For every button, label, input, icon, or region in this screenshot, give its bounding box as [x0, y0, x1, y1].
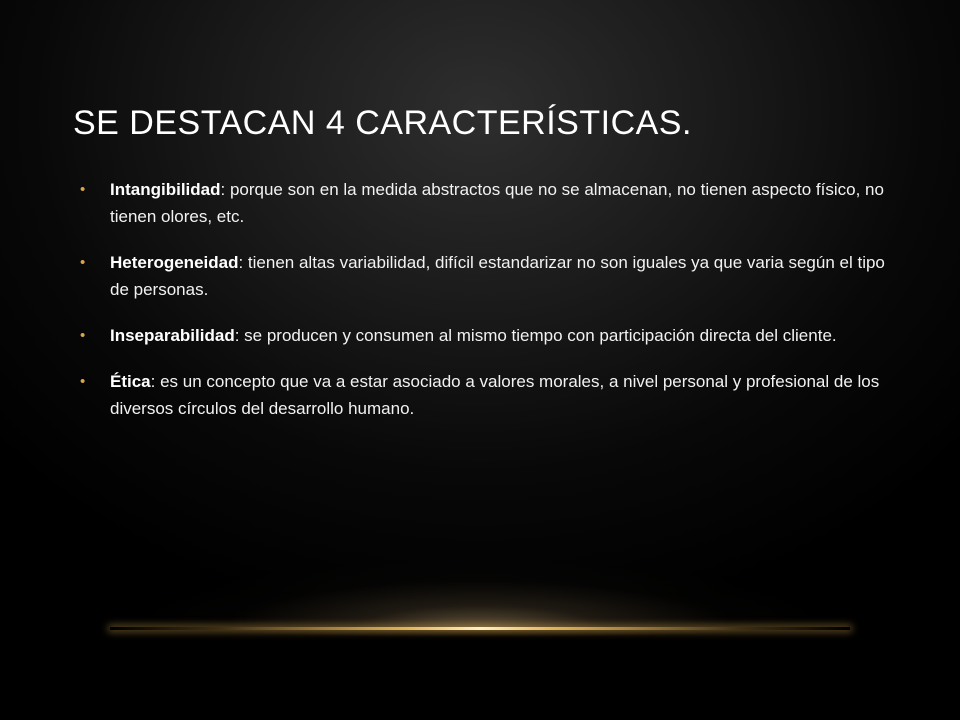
decorative-glow	[0, 530, 960, 630]
term-label: Heterogeneidad	[110, 253, 239, 272]
term-label: Intangibilidad	[110, 180, 221, 199]
decorative-light-line	[110, 627, 850, 630]
list-item	[80, 322, 900, 349]
bullet-icon: •	[80, 181, 86, 198]
decorative-glow-reflection	[200, 630, 760, 644]
term-description: : porque son en la medida abstractos que no se almacenan, no tienen aspecto físico, no tienen olores, etc.	[110, 180, 884, 226]
list-item	[80, 368, 900, 422]
slide-title: SE DESTACAN 4 CARACTERÍSTICAS.	[73, 104, 692, 142]
list-item	[80, 249, 900, 303]
bullet-list	[80, 176, 900, 441]
term-label: Inseparabilidad	[110, 326, 235, 345]
term-description: : tienen altas variabilidad, difícil estandarizar no son iguales ya que varia según el tipo de personas.	[110, 253, 885, 299]
term-description: : se producen y consumen al mismo tiempo con participación directa del cliente.	[234, 326, 837, 345]
bullet-icon: •	[80, 373, 86, 390]
term-label: Ética	[110, 372, 151, 391]
term-description: : es un concepto que va a estar asociado a valores morales, a nivel personal y profesional de los diversos círculos del desarrollo humano.	[110, 372, 880, 418]
bullet-icon: •	[80, 254, 86, 271]
list-item	[80, 176, 900, 230]
bullet-icon: •	[80, 327, 86, 344]
